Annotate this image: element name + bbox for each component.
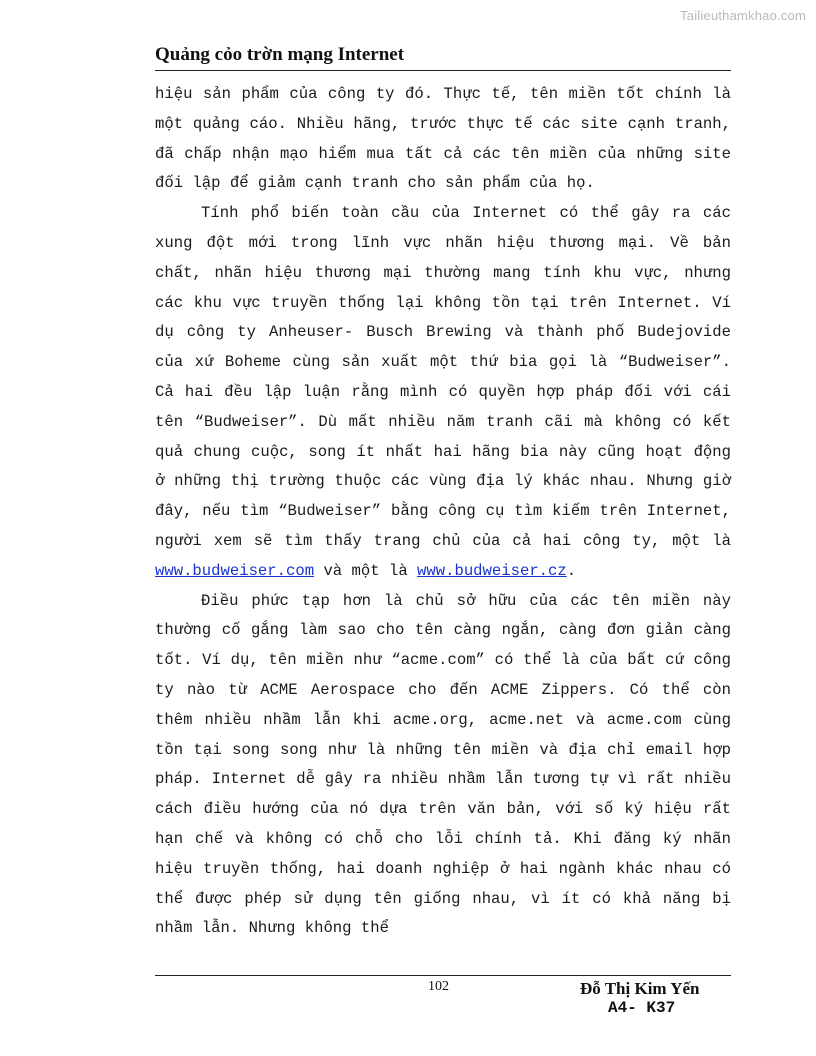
link-budweiser-com[interactable]: www.budweiser.com (155, 561, 315, 580)
paragraph-1: hiệu sản phẩm của công ty đó. Thực tế, tên miền tốt chính là một quảng cáo. Nhiều hãng, trước thực tế các site cạnh tranh, đã chấp nhận mạo hiểm mua tất cả các tên miền của những site đối lập để giảm cạnh tranh cho sản phẩm của họ. (155, 85, 731, 193)
watermark: Tailieuthamkhao.com (680, 8, 806, 23)
class-code: A4- K37 (608, 999, 676, 1017)
header-divider (155, 70, 731, 71)
footer-divider (155, 975, 731, 976)
paragraph-2 (155, 199, 731, 586)
link-budweiser-cz[interactable]: www.budweiser.cz (417, 561, 567, 580)
paragraph-2-text: Tính phổ biến toàn cầu của Internet có thể gây ra các xung đột mới trong lĩnh vực nhãn hiệu thương mại. Về bản chất, nhãn hiệu thương mại thường mang tính khu vực, nhưng các khu vực truyền thống lại không tồn tại trên Internet. Ví dụ công ty Anheuser- Busch Brewing và thành phố Budejovide của xứ Boheme cùng sản xuất một thứ bia gọi là “Budweiser”. Cả hai đều lập luận rằng mình có quyền hợp pháp đối với cái tên “Budweiser”. Dù mất nhiều năm tranh cãi mà không có kết quả chung cuộc, song ít nhất hai hãng bia này cũng hoạt động ở những thị trường thuộc các vùng địa lý khác nhau. Nhưng giờ đây, nếu tìm “Budweiser” bằng công cụ tìm kiếm trên Internet, người xem sẽ tìm thấy trang chủ của cả hai công ty, một là (155, 204, 731, 550)
paragraph-3: Điều phức tạp hơn là chủ sở hữu của các tên miền này thường cố gắng làm sao cho tên càng ngắn, càng đơn giản càng tốt. Ví dụ, tên miền như “acme.com” có thể là của bất cứ công ty nào từ ACME Aerospace cho đến ACME Zippers. Có thể còn thêm nhiều nhầm lẫn khi acme.org, acme.net và acme.com cùng tồn tại song song như là những tên miền và địa chỉ email hợp pháp. Internet dễ gây ra nhiều nhầm lẫn tương tự vì rất nhiều cách điều hướng của nó dựa trên văn bản, với số ký hiệu rất hạn chế và không có chỗ cho lỗi chính tả. Khi đăng ký nhãn hiệu truyền thống, hai doanh nghiệp ở hai ngành khác nhau có thể được phép sử dụng tên giống nhau, vì ít có khả năng bị nhầm lẫn. Nhưng không thể (155, 591, 731, 938)
page-header-title: Quảng cỏo trờn mạng Internet (155, 44, 405, 65)
paragraph-2-end: . (566, 561, 577, 580)
author-name: Đỗ Thị Kim Yến (580, 979, 700, 998)
paragraph-2-mid: và một là (314, 561, 418, 580)
document-body (155, 80, 731, 944)
page-number: 102 (428, 979, 449, 994)
